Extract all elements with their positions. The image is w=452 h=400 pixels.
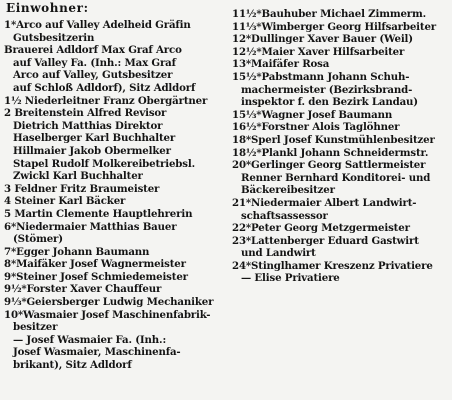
resident-entry-line: 15½*Pabstmann Johann Schuh- bbox=[232, 70, 410, 83]
resident-entry-line: 9*Steiner Josef Schmiedemeister bbox=[4, 270, 188, 283]
resident-entry-line: 10*Wasmaier Josef Maschinenfabrik- bbox=[4, 308, 211, 321]
resident-entry-line: Brauerei Adldorf Max Graf Arco bbox=[4, 44, 182, 57]
resident-entry-line: Bäckereibesitzer bbox=[241, 184, 335, 197]
resident-entry-line: Zwickl Karl Buchhalter bbox=[13, 170, 143, 183]
resident-entry-line: 21*Niedermaier Albert Landwirt- bbox=[232, 196, 417, 209]
resident-entry-line: (Stömer) bbox=[13, 233, 63, 246]
resident-entry-line: 8*Maifäker Josef Wagnermeister bbox=[4, 258, 186, 271]
resident-entry-line: 1½ Niederleitner Franz Obergärtner bbox=[4, 94, 208, 107]
resident-entry-line: Hillmaier Jakob Obermelker bbox=[13, 144, 171, 157]
resident-entry-line: Haselberger Karl Buchhalter bbox=[13, 132, 176, 145]
resident-entry-line: 15⅓*Wagner Josef Baumann bbox=[232, 108, 393, 121]
resident-entry-line: — Elise Privatiere bbox=[241, 272, 340, 285]
resident-entry-line: Stapel Rudolf Molkereibetriebsl. bbox=[13, 157, 195, 170]
resident-entry-line: schaftsassessor bbox=[241, 209, 328, 222]
resident-entry-line: 11½*Bauhuber Michael Zimmerm. bbox=[232, 8, 427, 20]
resident-entry-line: machermeister (Bezirksbrand- bbox=[241, 83, 413, 96]
resident-entry-line: 24*Stinglhamer Kreszenz Privatiere bbox=[232, 259, 433, 272]
resident-entry-line: 6*Niedermaier Matthias Bauer bbox=[4, 220, 177, 233]
resident-entry-line: 11⅓*Wimberger Georg Hilfsarbeiter bbox=[232, 20, 436, 33]
resident-entry-line: 7*Egger Johann Baumann bbox=[4, 245, 150, 258]
resident-entry-line: 18*Sperl Josef Kunstmühlenbesitzer bbox=[232, 133, 435, 146]
resident-entry-line: Gutsbesitzerin bbox=[13, 31, 95, 44]
left-column bbox=[4, 19, 226, 372]
resident-entry-line: 9½*Forster Xaver Chauffeur bbox=[4, 283, 162, 296]
resident-entry-line: 2 Breitenstein Alfred Revisor bbox=[4, 107, 167, 120]
resident-entry-line: Arco auf Valley, Gutsbesitzer bbox=[13, 69, 173, 82]
resident-entry-line: 18½*Plankl Johann Schneidermstr. bbox=[232, 146, 429, 159]
resident-entry-line: 1*Arco auf Valley Adelheid Gräfin bbox=[4, 19, 191, 31]
resident-entry-line: 13*Maifäfer Rosa bbox=[232, 58, 330, 71]
right-column bbox=[232, 8, 450, 285]
resident-entry-line: 5 Martin Clemente Hauptlehrerin bbox=[4, 207, 193, 220]
resident-entry-line: 16½*Forstner Alois Taglöhner bbox=[232, 121, 400, 134]
resident-entry-line: und Landwirt bbox=[241, 247, 316, 260]
resident-entry-line: Josef Wasmaier, Maschinenfa- bbox=[13, 346, 181, 359]
resident-entry-line: 20*Gerlinger Georg Sattlermeister bbox=[232, 159, 426, 172]
section-heading: Einwohner: bbox=[6, 1, 89, 15]
resident-entry-line: 22*Peter Georg Metzgermeister bbox=[232, 222, 410, 235]
resident-entry-line: 3 Feldner Fritz Braumeister bbox=[4, 182, 160, 195]
resident-entry-line: — Josef Wasmaier Fa. (Inh.: bbox=[13, 333, 167, 346]
resident-entry-line: Renner Bernhard Konditorei- und bbox=[241, 171, 431, 184]
resident-entry-line: auf Valley Fa. (Inh.: Max Graf bbox=[13, 56, 176, 69]
resident-entry-line: 12½*Maier Xaver Hilfsarbeiter bbox=[232, 45, 405, 58]
resident-entry-line: inspektor f. den Bezirk Landau) bbox=[241, 96, 418, 109]
resident-entry-line: 9⅓*Geiersberger Ludwig Mechaniker bbox=[4, 296, 214, 309]
resident-entry-line: Dietrich Matthias Direktor bbox=[13, 119, 163, 132]
resident-entry-line: 12*Dullinger Xaver Bauer (Weil) bbox=[232, 33, 413, 46]
resident-entry-line: auf Schloß Adldorf), Sitz Adldorf bbox=[13, 81, 196, 94]
resident-entry-line: brikant), Sitz Adldorf bbox=[13, 359, 132, 372]
resident-entry-line: 4 Steiner Karl Bäcker bbox=[4, 195, 126, 208]
resident-entry-line: besitzer bbox=[13, 321, 58, 334]
resident-entry-line: 23*Lattenberger Eduard Gastwirt bbox=[232, 234, 419, 247]
